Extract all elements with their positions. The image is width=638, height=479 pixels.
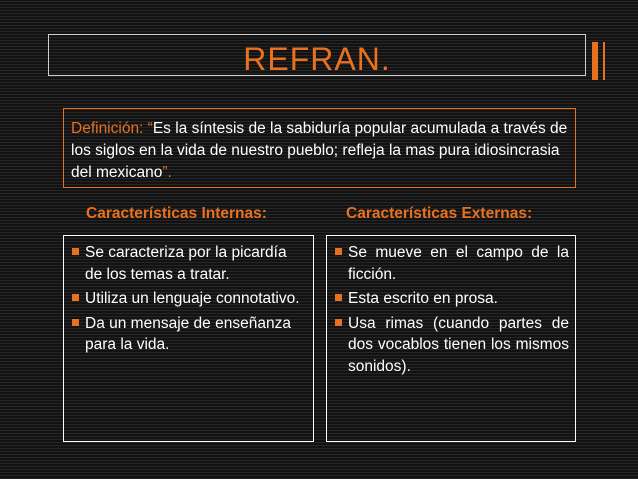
definition-close-quote: ”. xyxy=(162,164,172,181)
list-item xyxy=(335,288,569,310)
definition-text: Es la síntesis de la sabiduría popular acumulada a través de los siglos en la vida de nuestro pueblo; refleja la mas pura idiosincrasia del mexicano xyxy=(71,120,568,181)
externas-heading: Características Externas: xyxy=(346,205,533,222)
internas-list xyxy=(72,242,307,356)
list-item xyxy=(72,288,307,310)
title-box xyxy=(48,34,586,76)
square-bullet-icon xyxy=(72,294,79,301)
decorative-bar-thick xyxy=(592,42,598,80)
list-item xyxy=(335,242,569,285)
externas-list xyxy=(335,242,569,377)
decorative-bar-thin xyxy=(603,42,605,80)
square-bullet-icon xyxy=(335,294,342,301)
square-bullet-icon xyxy=(335,319,342,326)
square-bullet-icon xyxy=(335,248,342,255)
definition-box xyxy=(63,108,576,188)
list-item-text: Da un mensaje de enseñanza para la vida. xyxy=(85,314,291,353)
internas-box xyxy=(63,235,314,442)
list-item-text: Se mueve en el campo de la ficción. xyxy=(348,244,569,283)
square-bullet-icon xyxy=(72,319,79,326)
slide-title: REFRAN. xyxy=(243,40,391,77)
definition-label: Definición: “ xyxy=(71,120,153,137)
list-item-text: Se caracteriza por la picardía de los temas a tratar. xyxy=(85,244,287,283)
list-item xyxy=(335,313,569,378)
list-item-text: Utiliza un lenguaje connotativo. xyxy=(85,290,300,307)
externas-box xyxy=(326,235,576,442)
list-item xyxy=(72,242,307,285)
list-item-text: Esta escrito en prosa. xyxy=(348,290,498,307)
internas-heading: Características Internas: xyxy=(86,205,267,222)
list-item xyxy=(72,313,307,356)
square-bullet-icon xyxy=(72,248,79,255)
list-item-text: Usa rimas (cuando partes de dos vocablos tienen los mismos sonidos). xyxy=(348,314,569,375)
